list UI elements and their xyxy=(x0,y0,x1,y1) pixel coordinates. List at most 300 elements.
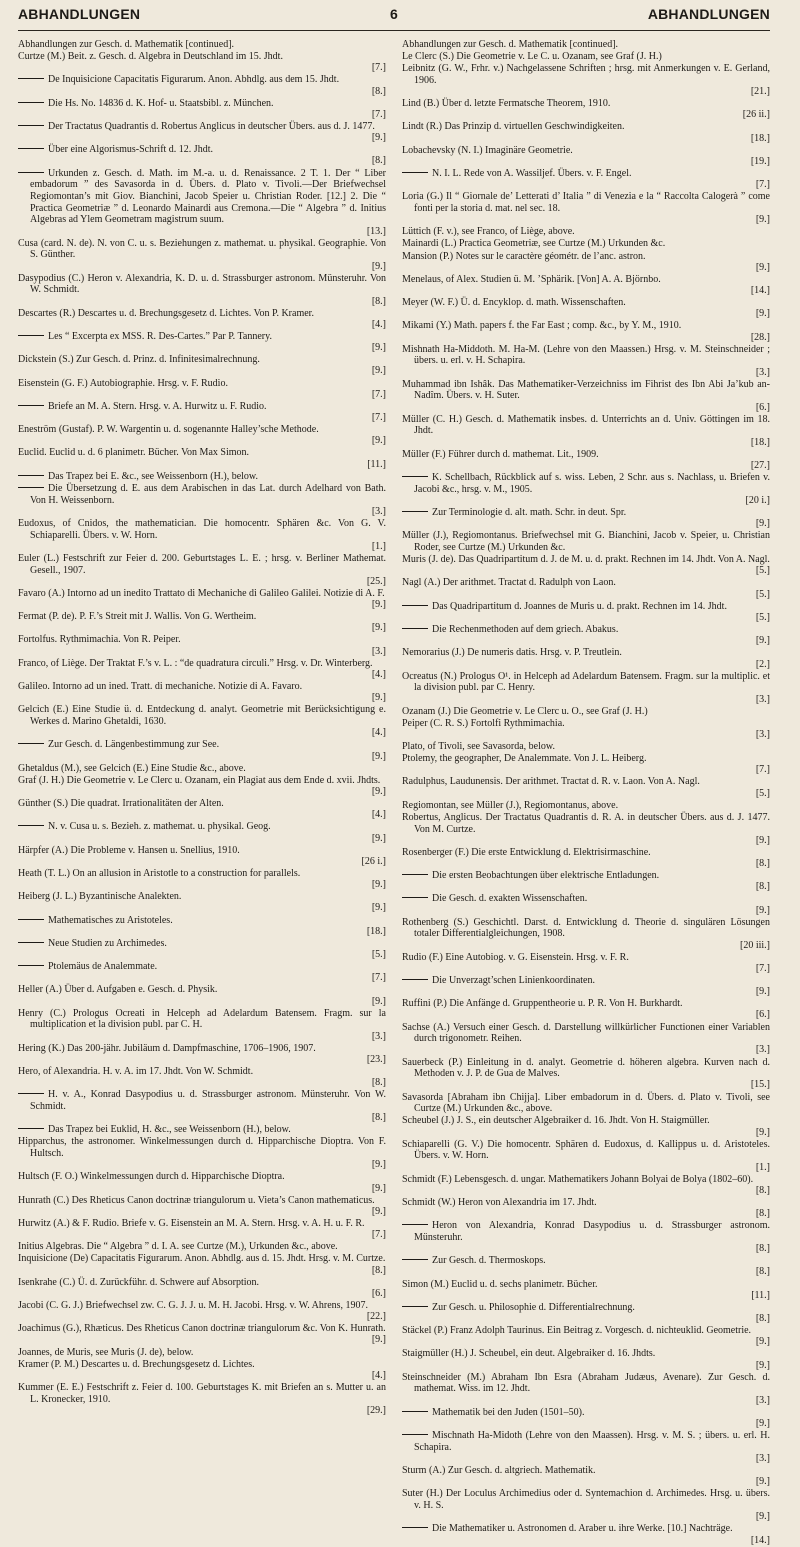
entry-text: Nemorarius (J.) De numeris datis. Hrsg. v. P. Treutlein. xyxy=(402,647,622,659)
entry-reference: [5.] xyxy=(755,611,770,623)
catalog-entry xyxy=(18,938,386,961)
catalog-entry xyxy=(402,647,770,670)
entry-reference: [6.] xyxy=(755,401,770,413)
ditto-dash xyxy=(402,897,428,898)
entry-reference: [7.] xyxy=(371,62,386,74)
catalog-entry xyxy=(18,1300,386,1323)
entry-text: Fortolfus. Rythmimachia. Von R. Peiper. xyxy=(18,634,181,646)
catalog-entry xyxy=(18,98,386,121)
catalog-entry xyxy=(402,624,770,647)
entry-reference: [7.] xyxy=(371,972,386,984)
entry-text: Mishnath Ha-Middoth. M. Ha-M. (Lehre von den Maassen.) Hrsg. v. M. Steinschneider ; übers. u. erl. v. H. Schapira. xyxy=(402,343,770,367)
catalog-entry xyxy=(18,588,386,611)
catalog-entry xyxy=(402,1302,770,1325)
catalog-entry xyxy=(402,1092,770,1115)
entry-reference: [7.] xyxy=(755,764,770,776)
entry-text: Descartes (R.) Descartes u. d. Brechungsgesetz d. Lichtes. Von P. Kramer. xyxy=(18,307,314,319)
entry-reference: [9.] xyxy=(371,365,386,377)
entry-reference: [9.] xyxy=(371,132,386,144)
catalog-entry xyxy=(402,1325,770,1348)
entry-reference: [8.] xyxy=(371,1264,386,1276)
catalog-entry xyxy=(402,952,770,975)
entry-text: Ozanam (J.) Die Geometrie v. Le Clerc u. O., see Graf (J. H.) xyxy=(402,705,648,717)
catalog-entry xyxy=(18,634,386,657)
catalog-entry xyxy=(18,739,386,762)
entry-text: Inquisicione (De) Capacitatis Figurarum. Anon. Abhdlg. aus d. 15. Jhdt. Hrsg. v. M. Curtze. xyxy=(18,1253,386,1265)
entry-text: Graf (J. H.) Die Geometrie v. Le Clerc u. Ozanam, ein Plagiat aus dem Ende d. xvii. Jhdts. xyxy=(18,774,381,786)
entry-reference: [8.] xyxy=(755,858,770,869)
catalog-entry xyxy=(402,98,770,121)
catalog-entry xyxy=(18,1066,386,1089)
entry-text: Heath (T. L.) On an allusion in Aristotle to a construction for parallels. xyxy=(18,867,301,879)
ditto-dash xyxy=(18,475,44,476)
ditto-dash xyxy=(18,78,44,79)
entry-text: H. v. A., Konrad Dasypodius u. d. Strassburger astronom. Münsteruhr. Von W. Schmidt. xyxy=(30,1089,386,1112)
entry-text: Mathematisches zu Aristoteles. xyxy=(48,914,173,926)
entry-text: Menelaus, of Alex. Studien ü. M. ’Sphärik. [Von] A. A. Björnbo. xyxy=(402,273,661,285)
entry-text: Briefe an M. A. Stern. Hrsg. v. A. Hurwitz u. F. Rudio. xyxy=(48,400,267,412)
right-column xyxy=(402,39,770,1547)
catalog-entry xyxy=(402,274,770,297)
entry-reference: [7.] xyxy=(755,962,770,974)
entry-text: Leibnitz (G. W., Frhr. v.) Nachgelassene Schriften ; hrsg. mit Anmerkungen v. E. Gerland, 1906. xyxy=(402,63,770,86)
entry-reference: [9.] xyxy=(755,1476,770,1488)
entry-text: Lind (B.) Über d. letzte Fermatsche Theorem, 1910. xyxy=(402,98,611,110)
catalog-entry xyxy=(402,1348,770,1371)
entry-reference: [9.] xyxy=(371,260,386,272)
catalog-entry xyxy=(18,378,386,401)
entry-text: Abhandlungen zur Gesch. d. Mathematik [continued]. xyxy=(402,39,619,50)
ditto-dash xyxy=(18,487,44,488)
catalog-entry xyxy=(402,800,770,812)
entry-text: Urkunden z. Gesch. d. Math. im M.-a. u. d. Renaissance. 2 T. 1. Der “ Liber embadorum ” des Savasorda in d. Übers. d. Plato v. Tivoli.—Der Briefwechsel Regiomontan’s mit Giov. Bianchini, Jacob Speier u. Christian Roder. [12.] 2. Die “ Practica Geometriæ ” d. Leonardo Mainardi aus Cremona.—Die “ Algebra ” d. Initius Algebras ad Ylem Geometram magistrum suum. xyxy=(30,167,386,226)
catalog-entry xyxy=(402,671,770,706)
entry-reference: [8.] xyxy=(371,155,386,167)
catalog-entry xyxy=(402,1430,770,1465)
entry-reference: [4.] xyxy=(371,809,386,821)
entry-reference: [13.] xyxy=(366,225,386,237)
catalog-entry xyxy=(402,226,770,238)
entry-text: Heller (A.) Über d. Aufgaben e. Gesch. d. Physik. xyxy=(18,984,218,996)
ditto-dash xyxy=(402,172,428,173)
catalog-entry xyxy=(18,1241,386,1253)
entry-reference: [9.] xyxy=(755,1417,770,1429)
entry-text: Eisenstein (G. F.) Autobiographie. Hrsg. v. F. Rudio. xyxy=(18,377,228,389)
entry-reference: [9.] xyxy=(755,1126,770,1138)
entry-text: Peiper (C. R. S.) Fortolfi Rythmimachia. xyxy=(402,717,565,729)
entry-text: Muhammad ibn Ishâk. Das Mathematiker-Verzeichniss im Fihrist des Ibn Abi Ja’kub an-Nadîm. Übers. v. H. Suter. xyxy=(402,378,770,402)
entry-reference: [6.] xyxy=(371,1287,386,1299)
entry-reference: [3.] xyxy=(755,1452,770,1464)
entry-reference: [8.] xyxy=(371,1077,386,1089)
catalog-entry xyxy=(18,518,386,553)
entry-text: Sachse (A.) Versuch einer Gesch. d. Darstellung willkürlicher Functionen einer Variablen durch trigonometr. Reihen. xyxy=(402,1021,770,1045)
catalog-entry xyxy=(18,611,386,634)
catalog-entry xyxy=(402,121,770,144)
entry-reference: [8.] xyxy=(371,1112,386,1124)
entry-reference: [7.] xyxy=(371,1229,386,1241)
catalog-entry xyxy=(18,961,386,984)
entry-text: Mikami (Y.) Math. papers f. the Far East ; comp. &c., by Y. M., 1910. xyxy=(402,320,682,332)
ditto-dash xyxy=(18,1128,44,1129)
entry-reference: [7.] xyxy=(371,388,386,400)
ditto-dash xyxy=(402,628,428,629)
entry-reference: [8.] xyxy=(755,1313,770,1325)
catalog-entry xyxy=(18,144,386,167)
entry-text: Abhandlungen zur Gesch. d. Mathematik [continued]. xyxy=(18,39,235,50)
entry-text: Cusa (card. N. de). N. von C. u. s. Beziehungen z. mathemat. u. physikal. Geographie. Von S. Günther. xyxy=(18,237,386,261)
catalog-entry xyxy=(402,741,770,753)
entry-text: Mainardi (L.) Practica Geometriæ, see Curtze (M.) Urkunden &c. xyxy=(402,238,666,250)
entry-reference: [7.] xyxy=(371,412,386,424)
entry-reference: [7.] xyxy=(371,108,386,120)
entry-reference: [9.] xyxy=(371,750,386,762)
entry-reference: [9.] xyxy=(755,904,770,916)
catalog-entry xyxy=(402,1465,770,1488)
ditto-dash xyxy=(18,942,44,943)
entry-text: Ptolemäus de Analemmate. xyxy=(48,961,158,973)
entry-reference: [27.] xyxy=(750,459,770,471)
entry-text: Heron von Alexandria, Konrad Dasypodius u. d. Strassburger astronom. Münsteruhr. xyxy=(414,1220,770,1243)
catalog-entry xyxy=(402,1523,770,1546)
catalog-entry xyxy=(402,1174,770,1197)
entry-text: Die ersten Beobachtungen über elektrische Entladungen. xyxy=(432,870,660,882)
catalog-entry xyxy=(18,74,386,97)
catalog-entry xyxy=(402,507,770,530)
catalog-entry xyxy=(402,917,770,952)
entry-reference: [25.] xyxy=(366,575,386,587)
entry-text: Regiomontan, see Müller (J.), Regiomontanus, above. xyxy=(402,799,619,811)
entry-text: Hering (K.) Das 200-jähr. Jubiläum d. Dampfmaschine, 1706–1906, 1907. xyxy=(18,1042,316,1054)
catalog-entry xyxy=(402,893,770,916)
catalog-entry xyxy=(18,681,386,704)
entry-text: Zur Gesch. d. Thermoskops. xyxy=(432,1255,546,1267)
entry-reference: [28.] xyxy=(750,331,770,343)
catalog-entry xyxy=(18,1136,386,1171)
entry-text: Joachimus (G.), Rhæticus. Des Rheticus Canon doctrinæ triangulorum &c. Von K. Hunrath. xyxy=(18,1323,386,1335)
entry-reference: [22.] xyxy=(366,1311,386,1323)
entry-reference: [9.] xyxy=(371,1334,386,1346)
entry-reference: [8.] xyxy=(755,1208,770,1220)
entry-reference: [3.] xyxy=(371,505,386,517)
entry-reference: [9.] xyxy=(371,1182,386,1194)
entry-text: Simon (M.) Euclid u. d. sechs planimetr. Bücher. xyxy=(402,1278,598,1290)
catalog-entry xyxy=(18,658,386,681)
entry-text: Kramer (P. M.) Descartes u. d. Brechungsgesetz d. Lichtes. xyxy=(18,1358,255,1370)
catalog-entry xyxy=(18,1008,386,1043)
entry-reference: [9.] xyxy=(371,342,386,354)
entry-reference: [18.] xyxy=(750,132,770,144)
entry-text: Kummer (E. E.) Festschrift z. Feier d. 100. Geburtstages K. mit Briefen an s. Mutter u. an L. Kronecker, 1910. xyxy=(18,1381,386,1405)
entry-text: Muris (J. de). Das Quadripartitum d. J. de M. u. d. prakt. Rechnen im 14. Jhdt. Von A. Nagl. xyxy=(402,554,770,566)
entry-text: Die Mathematiker u. Astronomen d. Araber u. ihre Werke. [10.] Nachträge. xyxy=(432,1523,733,1535)
catalog-entry xyxy=(18,51,386,74)
ditto-dash xyxy=(402,1434,428,1435)
entry-text: Curtze (M.) Beit. z. Gesch. d. Algebra in Deutschland im 15. Jhdt. xyxy=(18,51,283,63)
entry-reference: [5.] xyxy=(755,588,770,600)
entry-text: Le Clerc (S.) Die Geometrie v. Le C. u. Ozanam, see Graf (J. H.) xyxy=(402,51,662,63)
entry-reference: [1.] xyxy=(755,1161,770,1173)
ditto-dash xyxy=(18,405,44,406)
page-header xyxy=(18,6,770,31)
entry-text: Isenkrahe (C.) Ü. d. Zurückführ. d. Schwere auf Absorption. xyxy=(18,1276,260,1288)
entry-text: K. Schellbach, Rückblick auf s. wiss. Leben, 2 Schr. aus s. Nachlass, u. Briefen v. Jacobi &c., hrsg. v. M., 1905. xyxy=(414,472,770,495)
catalog-entry xyxy=(18,763,386,775)
entry-text: Das Quadripartitum d. Joannes de Muris u. d. prakt. Rechnen im 14. Jhdt. xyxy=(432,600,727,612)
catalog-entry xyxy=(18,354,386,377)
catalog-entry xyxy=(18,798,386,821)
entry-text: De Inquisicione Capacitatis Figurarum. Anon. Abhdlg. aus dem 15. Jhdt. xyxy=(48,74,340,86)
catalog-entry xyxy=(402,297,770,320)
entry-reference: [9.] xyxy=(371,995,386,1007)
catalog-entry xyxy=(18,168,386,238)
ditto-dash xyxy=(402,511,428,512)
catalog-entry xyxy=(18,891,386,914)
catalog-entry xyxy=(18,868,386,891)
entry-text: N. I. L. Rede von A. Wassiljef. Übers. v. F. Engel. xyxy=(432,168,632,180)
entry-text: Euler (L.) Festschrift zur Feier d. 200. Geburtstages L. E. ; hrsg. v. Berliner Mathemat. Gesell., 1907. xyxy=(18,552,386,576)
catalog-entry xyxy=(18,308,386,331)
entry-text: Scheubel (J.) J. S., ein deutscher Algebraiker d. 16. Jhdt. Von H. Staigmüller. xyxy=(402,1115,710,1127)
catalog-entry xyxy=(402,344,770,379)
entry-reference: [1.] xyxy=(371,540,386,552)
entry-reference: [8.] xyxy=(755,881,770,893)
entry-text: Plato, of Tivoli, see Savasorda, below. xyxy=(402,741,555,753)
entry-text: Ocreatus (N.) Prologus O¹. in Helceph ad Adelardum Batensem. Fragm. sur la multiplic. et la division publ. par C. Henry. xyxy=(402,670,770,694)
entry-reference: [9.] xyxy=(371,785,386,797)
catalog-entry xyxy=(402,870,770,893)
entry-reference: [15.] xyxy=(750,1079,770,1091)
entry-text: Initius Algebras. Die “ Algebra ” d. I. A. see Curtze (M.), Urkunden &c., above. xyxy=(18,1241,338,1253)
entry-reference: [20 i.] xyxy=(745,494,770,506)
catalog-entry xyxy=(18,915,386,938)
catalog-entry xyxy=(402,847,770,870)
entry-reference: [9.] xyxy=(371,1159,386,1171)
entry-reference: [9.] xyxy=(755,986,770,998)
ditto-dash xyxy=(402,1224,428,1225)
entry-text: Zur Gesch. u. Philosophie d. Differentialrechnung. xyxy=(432,1301,635,1313)
catalog-entry xyxy=(18,273,386,308)
entry-text: Rosenberger (F.) Die erste Entwicklung d. Elektrisirmaschine. xyxy=(402,846,651,858)
ditto-dash xyxy=(18,965,44,966)
entry-reference: [9.] xyxy=(371,599,386,611)
entry-text: Favaro (A.) Intorno ad un inedito Trattato di Mechaniche di Galileo Galilei. Notizie di A. F. xyxy=(18,587,385,599)
entry-text: Rudio (F.) Eine Autobiog. v. G. Eisenstein. Hrsg. v. F. R. xyxy=(402,951,629,963)
entry-text: Meyer (W. F.) Ü. d. Encyklop. d. math. Wissenschaften. xyxy=(402,297,626,309)
entry-text: Sauerbeck (P.) Einleitung in d. analyt. Geometrie d. höheren algebra. Kurven nach d. Methoden v. J. P. de Gua de Malves. xyxy=(402,1056,770,1080)
catalog-entry xyxy=(402,238,770,250)
entry-reference: [3.] xyxy=(371,645,386,657)
catalog-entry xyxy=(402,530,770,553)
entry-text: Mathematik bei den Juden (1501–50). xyxy=(432,1406,585,1418)
catalog-entry xyxy=(402,1139,770,1174)
ditto-dash xyxy=(18,125,44,126)
entry-reference: [3.] xyxy=(755,693,770,705)
ditto-dash xyxy=(18,335,44,336)
entry-reference: [8.] xyxy=(371,85,386,97)
entry-text: Günther (S.) Die quadrat. Irrationalitäten der Alten. xyxy=(18,798,224,810)
catalog-entry xyxy=(18,1089,386,1124)
catalog-entry xyxy=(18,984,386,1007)
entry-text: Lobachevsky (N. I.) Imaginäre Geometrie. xyxy=(402,144,573,156)
entry-text: Die Rechenmethoden auf dem griech. Abakus. xyxy=(432,624,619,636)
entry-text: Ptolemy, the geographer, De Analemmate. Von J. L. Heiberg. xyxy=(402,753,647,765)
ditto-dash xyxy=(402,1527,428,1528)
left-column xyxy=(18,39,386,1547)
header-left-title: ABHANDLUNGEN xyxy=(18,6,141,22)
catalog-entry xyxy=(402,812,770,847)
ditto-dash xyxy=(18,825,44,826)
entry-reference: [3.] xyxy=(371,1030,386,1042)
catalog-entry xyxy=(402,1220,770,1255)
header-right-title: ABHANDLUNGEN xyxy=(647,6,770,22)
catalog-entry xyxy=(402,145,770,168)
catalog-entry xyxy=(402,998,770,1021)
entry-text: Eneström (Gustaf). P. W. Wargentin u. d. sogenannte Halley’sche Methode. xyxy=(18,424,319,436)
catalog-entry xyxy=(402,1022,770,1057)
entry-text: Euclid. Euclid u. d. 6 planimetr. Bücher. Von Max Simon. xyxy=(18,447,250,459)
entry-text: Henry (C.) Prologus Ocreati in Helceph ad Adelardum Batensem. Fragm. sur la multiplication et la division publ. par C. H. xyxy=(18,1007,386,1031)
entry-text: Das Trapez bei Euklid, H. &c., see Weissenborn (H.), below. xyxy=(48,1124,291,1136)
entry-reference: [9.] xyxy=(755,834,770,846)
entry-text: Die Unverzagt’schen Linienkoordinaten. xyxy=(432,974,595,986)
entry-text: Nagl (A.) Der arithmet. Tractat d. Radulph von Laon. xyxy=(402,577,616,589)
entry-reference: [6.] xyxy=(755,1009,770,1021)
ditto-dash xyxy=(402,874,428,875)
entry-reference: [5.] xyxy=(755,787,770,799)
catalog-entry xyxy=(18,1218,386,1241)
entry-text: Suter (H.) Der Loculus Archimedius oder d. Syntemachion d. Archimedes. Hrsg. u. übers. v. H. S. xyxy=(402,1488,770,1512)
catalog-entry xyxy=(402,1057,770,1092)
entry-text: Hurwitz (A.) & F. Rudio. Briefe v. G. Eisenstein an M. A. Stern. Hrsg. v. A. H. u. F. R. xyxy=(18,1217,365,1229)
ditto-dash xyxy=(18,1093,44,1094)
entry-text: Joannes, de Muris, see Muris (J. de), below. xyxy=(18,1346,194,1358)
entry-text: Dasypodius (C.) Heron v. Alexandria, K. D. u. d. Strassburger astronom. Münsteruhr. Von W. Schmidt. xyxy=(18,272,386,296)
catalog-entry xyxy=(402,1372,770,1407)
catalog-entry xyxy=(402,1407,770,1430)
catalog-entry xyxy=(18,1277,386,1300)
entry-reference: [14.] xyxy=(750,1534,770,1546)
entry-text: Ghetaldus (M.), see Gelcich (E.) Eine Studie &c., above. xyxy=(18,762,246,774)
entry-text: Jacobi (C. G. J.) Briefwechsel zw. C. G. J. J. u. M. H. Jacobi. Hrsg. v. W. Ahrens, 1907. xyxy=(18,1299,369,1311)
entry-reference: [11.] xyxy=(367,458,386,470)
entry-text: Der Tractatus Quadrantis d. Robertus Anglicus in deutscher Übers. aus d. J. 1477. xyxy=(48,120,375,132)
entry-reference: [4.] xyxy=(371,727,386,739)
catalog-entry xyxy=(402,601,770,624)
catalog-entry xyxy=(402,191,770,226)
entry-reference: [23.] xyxy=(366,1053,386,1065)
catalog-entry xyxy=(18,331,386,354)
entry-text: Hunrath (C.) Des Rheticus Canon doctrinæ triangulorum u. Vieta’s Canon mathematicus. xyxy=(18,1194,375,1206)
entry-text: Rothenberg (S.) Geschichtl. Darst. d. Entwicklung d. Theorie d. singulären Lösungen totaler Differentialgleichungen, 1908. xyxy=(402,916,770,940)
entry-reference: [8.] xyxy=(371,295,386,307)
entry-reference: [7.] xyxy=(755,179,770,191)
entry-reference: [19.] xyxy=(750,155,770,167)
catalog-entry xyxy=(18,1382,386,1417)
catalog-entry xyxy=(402,1279,770,1302)
entry-reference: [26 i.] xyxy=(361,855,386,867)
entry-reference: [3.] xyxy=(755,1394,770,1406)
entry-reference: [21.] xyxy=(750,86,770,98)
catalog-entry xyxy=(18,1195,386,1218)
catalog-entry xyxy=(402,51,770,63)
entry-reference: [3.] xyxy=(755,366,770,378)
entry-reference: [14.] xyxy=(750,285,770,297)
ditto-dash xyxy=(18,743,44,744)
catalog-entry xyxy=(402,776,770,799)
entry-reference: [9.] xyxy=(371,435,386,447)
entry-reference: [11.] xyxy=(751,1289,770,1301)
catalog-entry xyxy=(402,320,770,343)
entry-reference: [9.] xyxy=(371,622,386,634)
catalog-entry xyxy=(402,577,770,600)
entry-text: Das Trapez bei E. &c., see Weissenborn (H.), below. xyxy=(48,470,258,482)
entry-reference: [9.] xyxy=(371,1205,386,1217)
entry-reference: [9.] xyxy=(755,1359,770,1371)
entry-reference: [8.] xyxy=(755,1184,770,1196)
entry-text: Heiberg (J. L.) Byzantinische Analekten. xyxy=(18,891,182,903)
entry-text: Mansion (P.) Notes sur le caractère géométr. de l’anc. astron. xyxy=(402,250,646,262)
entry-text: Zur Terminologie d. alt. math. Schr. in deut. Spr. xyxy=(432,507,627,519)
entry-text: N. v. Cusa u. s. Bezieh. z. mathemat. u. physikal. Geog. xyxy=(48,821,271,833)
entry-text: Fermat (P. de). P. F.’s Streit mit J. Wallis. Von G. Wertheim. xyxy=(18,611,257,623)
catalog-entry xyxy=(402,251,770,274)
entry-reference: [3.] xyxy=(755,728,770,740)
entry-text: Müller (J.), Regiomontanus. Briefwechsel mit G. Bianchini, Jacob v. Speier, u. Christian Roder, see Curtze (M.) Urkunden &c. xyxy=(402,530,770,554)
catalog-entry xyxy=(402,753,770,776)
catalog-entry xyxy=(402,706,770,718)
catalog-entry xyxy=(402,449,770,472)
catalog-entry xyxy=(402,554,770,577)
catalog-entry xyxy=(402,975,770,998)
entry-reference: [9.] xyxy=(371,692,386,704)
entry-reference: [8.] xyxy=(755,1266,770,1278)
entry-reference: [9.] xyxy=(755,1336,770,1348)
ditto-dash xyxy=(402,476,428,477)
ditto-dash xyxy=(402,605,428,606)
catalog-entry xyxy=(18,447,386,470)
ditto-dash xyxy=(402,1411,428,1412)
catalog-entry xyxy=(18,1347,386,1359)
catalog-entry xyxy=(402,379,770,414)
entry-text: Hero, of Alexandria. H. v. A. im 17. Jhdt. Von W. Schmidt. xyxy=(18,1066,254,1077)
catalog-entry xyxy=(18,845,386,868)
entry-reference: [9.] xyxy=(755,518,770,530)
catalog-entry xyxy=(402,168,770,191)
catalog-entry xyxy=(18,1253,386,1276)
entry-text: Gelcich (E.) Eine Studie ü. d. Entdeckung d. analyt. Geometrie mit Berücksichtigung e. Werkes d. Marino Ghetaldi, 1630. xyxy=(18,704,386,728)
entry-text: Hultsch (F. O.) Winkelmessungen durch d. Hipparchische Dioptra. xyxy=(18,1171,285,1183)
entry-text: Dickstein (S.) Zur Gesch. d. Prinz. d. Infinitesimalrechnung. xyxy=(18,354,260,366)
catalog-entry xyxy=(402,63,770,98)
entry-reference: [2.] xyxy=(755,658,770,670)
entry-text: Zur Gesch. d. Längenbestimmung zur See. xyxy=(48,739,220,751)
entry-text: Ruffini (P.) Die Anfänge d. Gruppentheorie u. P. R. Von H. Burkhardt. xyxy=(402,998,683,1010)
entry-reference: [29.] xyxy=(366,1404,386,1416)
entry-text: Schmidt (W.) Heron von Alexandria im 17. Jhdt. xyxy=(402,1196,597,1208)
catalog-entry xyxy=(18,1171,386,1194)
entry-reference: [18.] xyxy=(750,436,770,448)
catalog-entry xyxy=(18,39,386,51)
ditto-dash xyxy=(18,148,44,149)
two-column-body xyxy=(18,39,770,1547)
ditto-dash xyxy=(402,1259,428,1260)
catalog-entry xyxy=(402,1488,770,1523)
entry-text: Galileo. Intorno ad un ined. Tratt. di mechaniche. Notizie di A. Favaro. xyxy=(18,681,303,693)
entry-reference: [18.] xyxy=(366,925,386,937)
entry-reference: [5.] xyxy=(755,565,770,577)
entry-text: Sturm (A.) Zur Gesch. d. altgriech. Mathematik. xyxy=(402,1465,596,1477)
